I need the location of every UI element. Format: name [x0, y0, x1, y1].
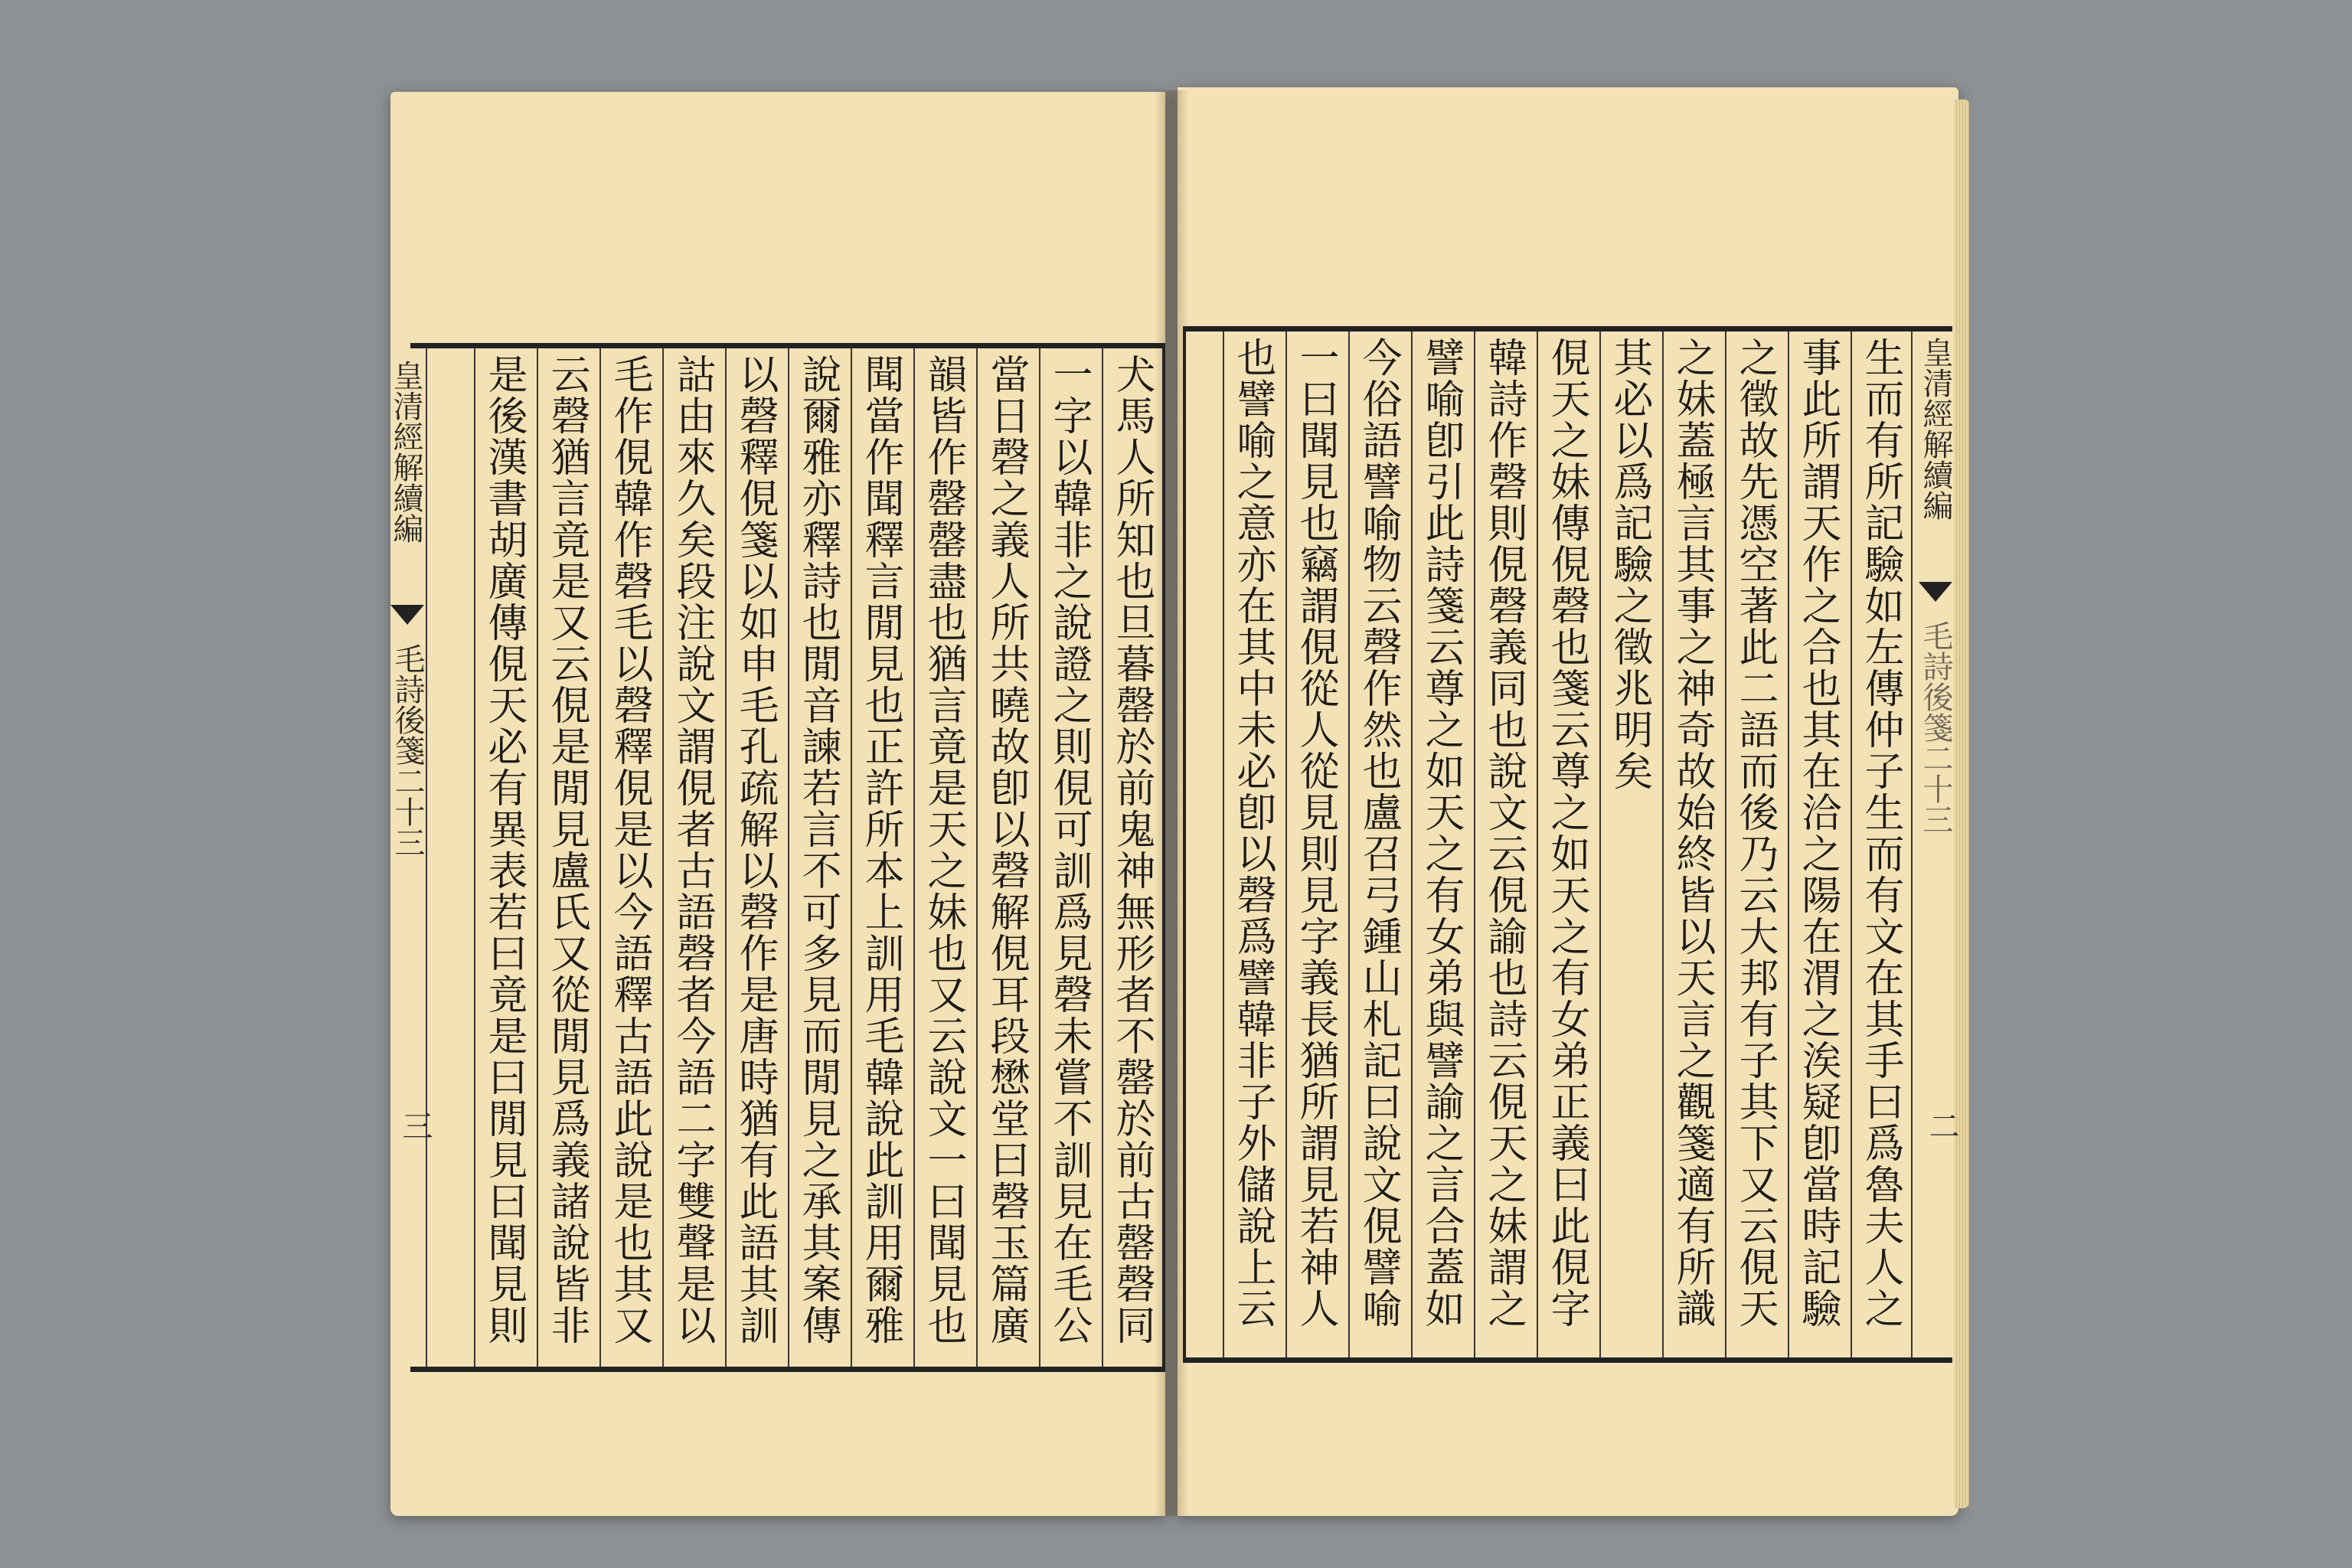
text-column: 說爾雅亦釋詩也閒音諫若言不可多見而閒見之承其案傳: [795, 354, 841, 1346]
text-column: 一曰聞見也竊謂俔從人從見則見字義長猶所謂見若神人: [1292, 337, 1338, 1329]
right-margin-rule: [1911, 332, 1913, 1357]
left-margin-section: 毛詩後箋二十三: [390, 643, 425, 858]
text-column: 韓詩作磬則俔磬義同也說文云俔諭也詩云俔天之妹謂之: [1481, 337, 1527, 1329]
text-column: 之妹蓋極言其事之神奇故始終皆以天言之觀箋適有所識: [1669, 337, 1715, 1329]
text-column: 韻皆作罄罄盡也猶言竟是天之妹也又云說文一曰聞見也: [920, 354, 966, 1346]
text-column: 事此所謂天作之合也其在洽之陽在渭之涘疑卽當時記驗: [1795, 337, 1841, 1329]
text-column: 其必以爲記驗之徵兆明矣: [1606, 337, 1652, 792]
text-column: 之徵故先憑空著此二語而後乃云大邦有子其下又云俔天: [1732, 337, 1778, 1329]
text-column: 也譬喻之意亦在其中未必卽以磬爲譬韓非子外儲說上云: [1230, 337, 1276, 1329]
text-column: 犬馬人所知也旦暮罄於前鬼神無形者不罄於前古罄磬同: [1109, 354, 1155, 1346]
left-margin-title: 皇清經解續編: [388, 360, 423, 544]
text-column: 譬喻卽引此詩箋云尊之如天之有女弟與譬諭之言合蓋如: [1418, 337, 1464, 1329]
text-column: 是後漢書胡廣傳俔天必有異表若曰竟是曰閒見曰聞見則: [481, 354, 527, 1346]
text-column: 今俗語譬喻物云磬作然也盧召弓鍾山札記曰說文俔譬喻: [1355, 337, 1401, 1329]
text-column: 以磬釋俔箋以如申毛孔疏解以磬作是唐時猶有此語其訓: [732, 354, 778, 1346]
text-column: 毛作俔韓作磬毛以磬釋俔是以今語釋古語此說是也其又: [606, 354, 652, 1346]
right-fold-mark: [1919, 582, 1952, 602]
text-column: 詁由來久矣段注說文謂俔者古語磬者今語二字雙聲是以: [669, 354, 715, 1346]
right-margin-title: 皇清經解續編: [1918, 337, 1953, 521]
text-column: 一字以韓非之說證之則俔可訓爲見磬未嘗不訓見在毛公: [1046, 354, 1092, 1346]
right-page-number: 二: [1924, 1110, 1959, 1141]
text-column: 聞當作聞釋言閒見也正許所本上訓用毛韓說此訓用爾雅: [858, 354, 903, 1346]
text-column: 云磬猶言竟是又云俔是閒見盧氏又從閒見爲義諸說皆非: [544, 354, 590, 1346]
left-page-number: 三: [397, 1110, 433, 1141]
page-edges: [1954, 100, 1969, 1508]
left-margin-rule: [426, 348, 427, 1367]
left-fold-mark: [390, 605, 424, 625]
text-column: 當日磬之義人所共曉故卽以磬解俔耳段懋堂曰磬玉篇廣: [983, 354, 1029, 1346]
text-column: 俔天之妹傳俔磬也箋云尊之如天之有女弟正義曰此俔字: [1544, 337, 1589, 1329]
right-margin-section: 毛詩後箋二十三: [1918, 620, 1953, 835]
text-column: 生而有所記驗如左傳仲子生而有文在其手曰爲魯夫人之: [1857, 337, 1903, 1329]
